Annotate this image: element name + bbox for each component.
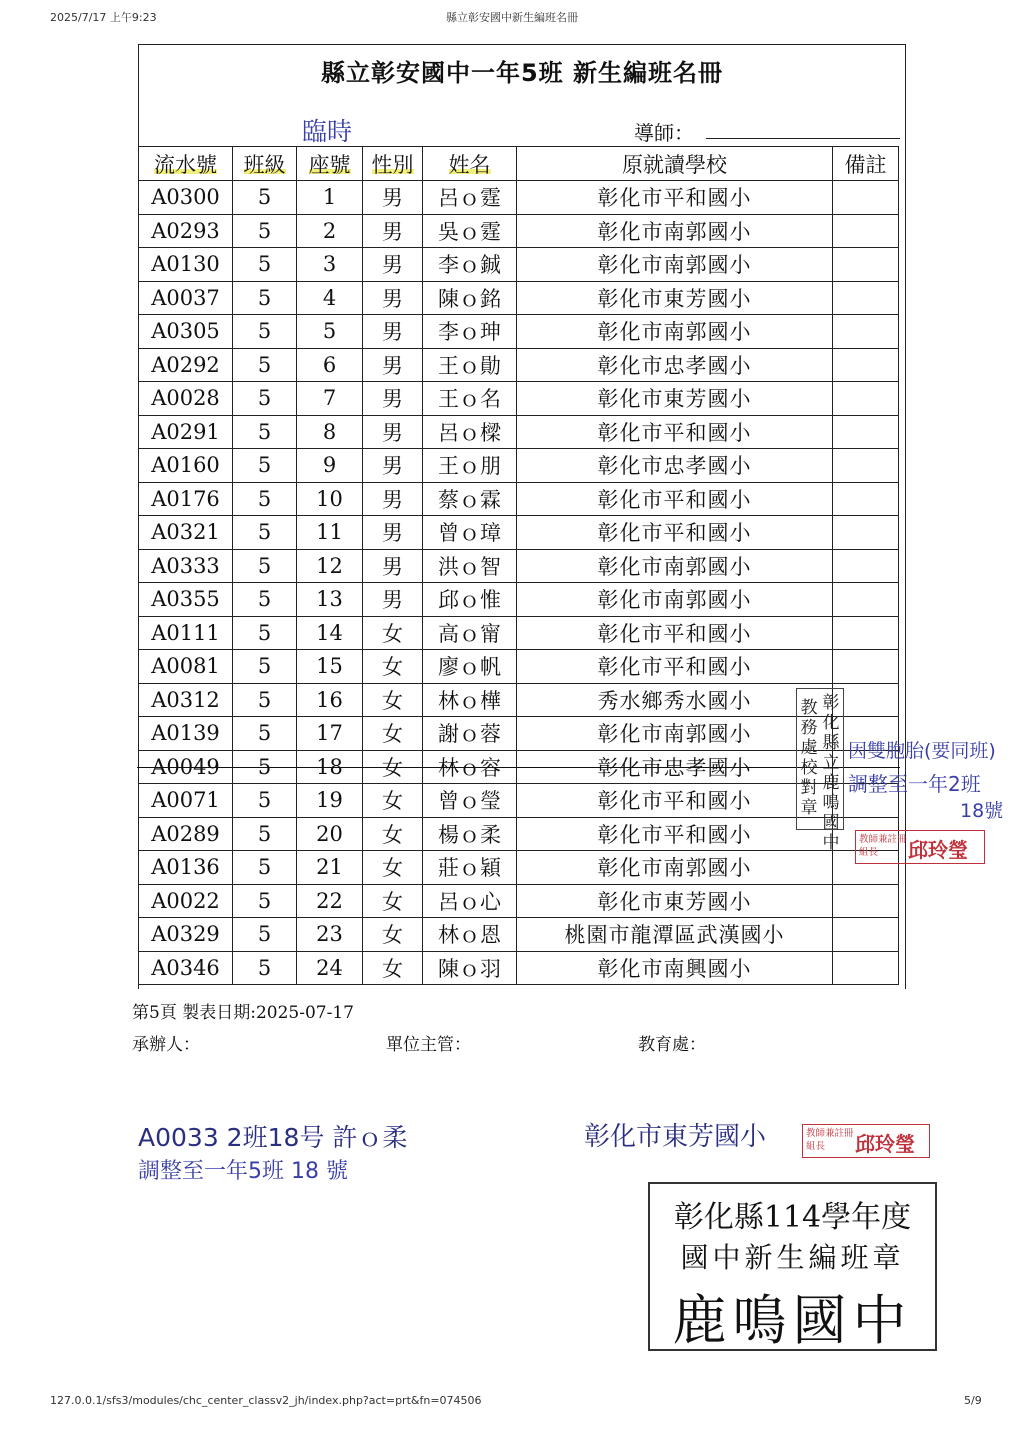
cell-name: 楊ｏ柔 — [423, 817, 517, 851]
table-row — [139, 884, 899, 918]
cell-note — [833, 918, 899, 952]
cell-seat: 17 — [297, 717, 363, 751]
cell-serial: A0111 — [139, 616, 233, 650]
cell-serial: A0081 — [139, 650, 233, 684]
cell-school: 彰化市平和國小 — [517, 616, 833, 650]
cell-sex: 男 — [363, 549, 423, 583]
cell-serial: A0329 — [139, 918, 233, 952]
table-row — [139, 348, 899, 382]
table-row — [139, 214, 899, 248]
cell-sex: 男 — [363, 482, 423, 516]
cell-name: 呂ｏ霆 — [423, 181, 517, 215]
cell-serial: A0130 — [139, 248, 233, 282]
cell-note — [833, 181, 899, 215]
cell-note — [833, 348, 899, 382]
cell-seat: 6 — [297, 348, 363, 382]
cell-serial: A0333 — [139, 549, 233, 583]
header-class: 班級 — [233, 147, 297, 181]
cell-name: 曾ｏ瑩 — [423, 784, 517, 818]
cell-class: 5 — [233, 549, 297, 583]
cell-note — [833, 549, 899, 583]
cell-seat: 7 — [297, 382, 363, 416]
registrar-stamp-name: 邱玲瑩 — [908, 838, 968, 862]
table-row — [139, 516, 899, 550]
cell-sex: 男 — [363, 214, 423, 248]
cell-sex: 男 — [363, 181, 423, 215]
cell-class: 5 — [233, 750, 297, 784]
cell-class: 5 — [233, 884, 297, 918]
cell-school: 彰化市南郭國小 — [517, 549, 833, 583]
cell-seat: 1 — [297, 181, 363, 215]
table-row — [139, 315, 899, 349]
cell-sex: 女 — [363, 951, 423, 985]
page-and-date: 第5頁 製表日期:2025-07-17 — [132, 1003, 354, 1023]
cell-class: 5 — [233, 784, 297, 818]
cell-school: 彰化市忠孝國小 — [517, 348, 833, 382]
cell-sex: 女 — [363, 817, 423, 851]
cell-note — [833, 482, 899, 516]
cell-class: 5 — [233, 415, 297, 449]
table-row — [139, 482, 899, 516]
cell-serial: A0292 — [139, 348, 233, 382]
cell-school: 彰化市南興國小 — [517, 951, 833, 985]
cell-sex: 男 — [363, 281, 423, 315]
cell-sex: 女 — [363, 717, 423, 751]
mentor-label: 導師： — [634, 121, 694, 145]
cell-seat: 18 — [297, 750, 363, 784]
table-row — [139, 449, 899, 483]
cell-name: 李ｏ鋮 — [423, 248, 517, 282]
table-row — [139, 784, 899, 818]
table-row — [139, 616, 899, 650]
cell-note — [833, 583, 899, 617]
cell-serial: A0049 — [139, 750, 233, 784]
registrar-stamp-title: 教師兼註冊組長 — [859, 834, 907, 858]
cell-seat: 15 — [297, 650, 363, 684]
cell-sex: 男 — [363, 315, 423, 349]
office-label: 教育處： — [638, 1035, 706, 1055]
cell-name: 李ｏ珅 — [423, 315, 517, 349]
cell-name: 洪ｏ智 — [423, 549, 517, 583]
cell-seat: 16 — [297, 683, 363, 717]
cell-name: 邱ｏ惟 — [423, 583, 517, 617]
cell-note — [833, 214, 899, 248]
registrar-stamp-title: 教師兼註冊組長 — [806, 1128, 854, 1152]
placement-stamp-line2: 國中新生編班章 — [680, 1241, 905, 1274]
print-page-number: 5/9 — [964, 1394, 982, 1407]
header-name: 姓名 — [423, 147, 517, 181]
cell-school: 彰化市南郭國小 — [517, 851, 833, 885]
cell-sex: 男 — [363, 382, 423, 416]
print-doc-title: 縣立彰安國中新生編班名冊 — [446, 11, 578, 24]
cell-name: 蔡ｏ霖 — [423, 482, 517, 516]
cell-name: 呂ｏ心 — [423, 884, 517, 918]
cell-name: 林ｏ容 — [423, 750, 517, 784]
cell-serial: A0176 — [139, 482, 233, 516]
cell-class: 5 — [233, 315, 297, 349]
cell-serial: A0305 — [139, 315, 233, 349]
cell-school: 彰化市南郭國小 — [517, 583, 833, 617]
header-note: 備註 — [833, 147, 899, 181]
cell-class: 5 — [233, 516, 297, 550]
proof-stamp-office: 教 務 處 校 對 章 — [800, 698, 818, 818]
table-row — [139, 918, 899, 952]
cell-sex: 女 — [363, 750, 423, 784]
proof-stamp-school: 彰 化 縣 立 鹿 鳴 國 中 — [822, 693, 840, 853]
cell-class: 5 — [233, 382, 297, 416]
table-row — [139, 382, 899, 416]
registrar-stamp-name: 邱玲瑩 — [855, 1132, 915, 1156]
cell-name: 陳ｏ羽 — [423, 951, 517, 985]
cell-note — [833, 382, 899, 416]
cell-note — [833, 248, 899, 282]
cell-sex: 女 — [363, 918, 423, 952]
cell-school: 彰化市東芳國小 — [517, 884, 833, 918]
cell-school: 桃園市龍潭區武漢國小 — [517, 918, 833, 952]
cell-serial: A0312 — [139, 683, 233, 717]
cell-note — [833, 516, 899, 550]
print-datetime: 2025/7/17 上午9:23 — [50, 11, 157, 24]
cell-name: 王ｏ名 — [423, 382, 517, 416]
document-title: 縣立彰安國中一年5班 新生編班名冊 — [320, 59, 724, 87]
cell-name: 吳ｏ霆 — [423, 214, 517, 248]
placement-stamp-line3: 鹿鳴國中 — [672, 1289, 913, 1352]
cell-name: 林ｏ樺 — [423, 683, 517, 717]
cell-school: 彰化市平和國小 — [517, 181, 833, 215]
cell-school: 彰化市南郭國小 — [517, 717, 833, 751]
cell-seat: 24 — [297, 951, 363, 985]
cell-school: 彰化市東芳國小 — [517, 281, 833, 315]
cell-seat: 3 — [297, 248, 363, 282]
side-note-adjust: 調整至一年2班 — [848, 772, 981, 796]
added-entry-school: 彰化市東芳國小 — [584, 1122, 767, 1152]
cell-name: 高ｏ甯 — [423, 616, 517, 650]
print-url: 127.0.0.1/sfs3/modules/chc_center_classv2_jh/index.php?act=prt&fn=074506 — [50, 1394, 482, 1407]
cell-seat: 4 — [297, 281, 363, 315]
registrar-stamp-bottom — [802, 1124, 930, 1158]
cell-class: 5 — [233, 918, 297, 952]
cell-seat: 21 — [297, 851, 363, 885]
cell-school: 彰化市平和國小 — [517, 415, 833, 449]
cell-school: 彰化市平和國小 — [517, 482, 833, 516]
table-row — [139, 248, 899, 282]
table-row — [139, 851, 899, 885]
cell-name: 莊ｏ穎 — [423, 851, 517, 885]
cell-sex: 女 — [363, 616, 423, 650]
cell-class: 5 — [233, 683, 297, 717]
cell-seat: 11 — [297, 516, 363, 550]
cell-class: 5 — [233, 650, 297, 684]
cell-sex: 女 — [363, 851, 423, 885]
cell-school: 彰化市南郭國小 — [517, 248, 833, 282]
cell-serial: A0346 — [139, 951, 233, 985]
table-header-row — [139, 147, 899, 181]
cell-school: 彰化市平和國小 — [517, 784, 833, 818]
cell-seat: 9 — [297, 449, 363, 483]
cell-seat: 10 — [297, 482, 363, 516]
table-row — [139, 281, 899, 315]
cell-sex: 男 — [363, 348, 423, 382]
cell-seat: 19 — [297, 784, 363, 818]
cell-school: 彰化市平和國小 — [517, 516, 833, 550]
cell-serial: A0293 — [139, 214, 233, 248]
table-row — [139, 549, 899, 583]
added-entry-line: A0033 2班18号 許ｏ柔 — [138, 1123, 408, 1152]
cell-serial: A0321 — [139, 516, 233, 550]
table-row — [139, 750, 899, 784]
table-row — [139, 683, 899, 717]
cell-name: 謝ｏ蓉 — [423, 717, 517, 751]
cell-seat: 13 — [297, 583, 363, 617]
cell-name: 王ｏ朋 — [423, 449, 517, 483]
cell-name: 王ｏ勛 — [423, 348, 517, 382]
cell-name: 林ｏ恩 — [423, 918, 517, 952]
cell-name: 陳ｏ銘 — [423, 281, 517, 315]
cell-sex: 男 — [363, 516, 423, 550]
handler-label: 承辦人： — [132, 1035, 200, 1055]
cell-class: 5 — [233, 951, 297, 985]
cell-note — [833, 449, 899, 483]
cell-name: 廖ｏ帆 — [423, 650, 517, 684]
cell-serial: A0300 — [139, 181, 233, 215]
cell-seat: 14 — [297, 616, 363, 650]
cell-class: 5 — [233, 281, 297, 315]
cell-class: 5 — [233, 482, 297, 516]
cell-serial: A0022 — [139, 884, 233, 918]
header-school: 原就讀學校 — [517, 147, 833, 181]
cell-class: 5 — [233, 449, 297, 483]
proof-stamp — [796, 688, 844, 853]
cell-seat: 12 — [297, 549, 363, 583]
cell-class: 5 — [233, 717, 297, 751]
cell-school: 彰化市南郭國小 — [517, 315, 833, 349]
cell-note — [833, 951, 899, 985]
cell-note — [833, 415, 899, 449]
cell-note — [833, 315, 899, 349]
table-row — [139, 583, 899, 617]
table-row — [139, 415, 899, 449]
table-row — [139, 650, 899, 684]
cell-serial: A0355 — [139, 583, 233, 617]
cell-school: 彰化市南郭國小 — [517, 214, 833, 248]
table-row — [139, 817, 899, 851]
cell-note — [833, 884, 899, 918]
cell-note — [833, 281, 899, 315]
mentor-blank-line — [706, 138, 900, 139]
cell-serial: A0160 — [139, 449, 233, 483]
cell-class: 5 — [233, 817, 297, 851]
table-row — [139, 717, 899, 751]
cell-serial: A0291 — [139, 415, 233, 449]
cell-seat: 5 — [297, 315, 363, 349]
cell-school: 秀水鄉秀水國小 — [517, 683, 833, 717]
cell-sex: 女 — [363, 683, 423, 717]
cell-class: 5 — [233, 583, 297, 617]
table-row — [139, 951, 899, 985]
cell-serial: A0139 — [139, 717, 233, 751]
header-seat: 座號 — [297, 147, 363, 181]
placement-stamp — [648, 1182, 937, 1351]
cell-sex: 男 — [363, 583, 423, 617]
cell-school: 彰化市平和國小 — [517, 650, 833, 684]
cell-sex: 女 — [363, 884, 423, 918]
cell-seat: 8 — [297, 415, 363, 449]
cell-name: 曾ｏ璋 — [423, 516, 517, 550]
cell-seat: 23 — [297, 918, 363, 952]
cell-class: 5 — [233, 248, 297, 282]
cell-serial: A0289 — [139, 817, 233, 851]
cell-school: 彰化市東芳國小 — [517, 382, 833, 416]
cell-sex: 女 — [363, 784, 423, 818]
cell-sex: 男 — [363, 449, 423, 483]
cell-note — [833, 650, 899, 684]
added-entry-adjust: 調整至一年5班 18 號 — [138, 1159, 348, 1184]
cell-serial: A0028 — [139, 382, 233, 416]
supervisor-label: 單位主管： — [386, 1035, 471, 1055]
cell-serial: A0136 — [139, 851, 233, 885]
cell-sex: 男 — [363, 248, 423, 282]
cell-note — [833, 616, 899, 650]
placement-stamp-line1: 彰化縣114學年度 — [673, 1200, 912, 1235]
cell-seat: 20 — [297, 817, 363, 851]
table-row — [139, 181, 899, 215]
header-serial: 流水號 — [139, 147, 233, 181]
cell-class: 5 — [233, 348, 297, 382]
cell-serial: A0037 — [139, 281, 233, 315]
cell-class: 5 — [233, 181, 297, 215]
cell-school: 彰化市忠孝國小 — [517, 449, 833, 483]
registrar-stamp-table — [855, 830, 985, 864]
cell-name: 呂ｏ樑 — [423, 415, 517, 449]
side-note-reason: 因雙胞胎(要同班) — [848, 740, 996, 762]
side-note-seat: 18號 — [960, 800, 1004, 822]
cell-seat: 2 — [297, 214, 363, 248]
header-sex: 性別 — [363, 147, 423, 181]
cell-sex: 女 — [363, 650, 423, 684]
cell-school: 彰化市忠孝國小 — [517, 750, 833, 784]
roster-table — [138, 146, 899, 985]
cell-serial: A0071 — [139, 784, 233, 818]
cell-school: 彰化市平和國小 — [517, 817, 833, 851]
handwritten-temp-note: 臨時 — [302, 117, 353, 146]
cell-class: 5 — [233, 214, 297, 248]
cell-sex: 男 — [363, 415, 423, 449]
cell-seat: 22 — [297, 884, 363, 918]
cell-class: 5 — [233, 616, 297, 650]
cell-class: 5 — [233, 851, 297, 885]
